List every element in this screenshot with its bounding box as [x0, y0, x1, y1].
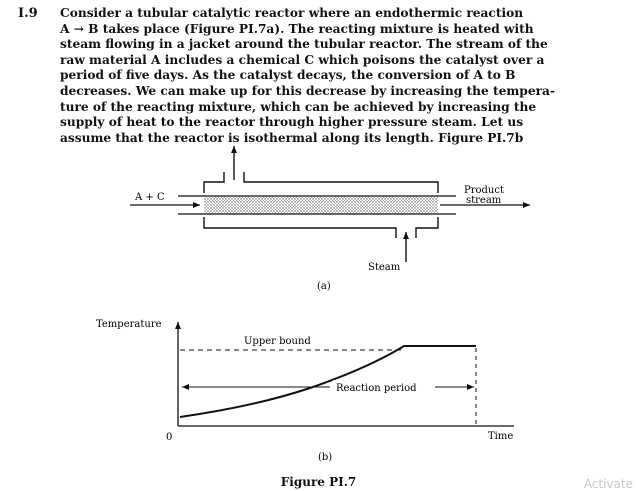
paragraph-line: period of five days. As the catalyst decays, the conversion of A to B [60, 68, 516, 83]
figure-title: Figure PI.7 [280, 475, 357, 489]
reactor-diagram [130, 146, 530, 292]
problem-number: I.9 [18, 6, 38, 21]
paragraph-line: supply of heat to the reactor through higher pressure steam. Let us [60, 115, 524, 130]
paragraph-line: assume that the reactor is isothermal along its length. Figure PI.7b [60, 130, 524, 145]
paragraph-line: steam flowing in a jacket around the tubular reactor. The stream of the [60, 37, 548, 52]
paragraph-line: raw material A includes a chemical C which poisons the catalyst over a [60, 52, 545, 67]
upper-bound-label: Upper bound [244, 336, 311, 347]
y-axis-label: Temperature [96, 319, 162, 330]
inlet-label: A + C [135, 192, 165, 203]
origin-label: 0 [166, 432, 173, 443]
caption-a: (a) [317, 281, 331, 292]
outlet-label-line2: stream [466, 195, 502, 206]
temperature-plot [96, 319, 514, 463]
activation-watermark: Activate [583, 477, 633, 491]
paragraph-line: A → B takes place (Figure PI.7a). The reacting mixture is heated with [60, 21, 534, 36]
caption-b: (b) [318, 452, 333, 463]
reaction-period-label: Reaction period [336, 383, 417, 394]
paragraph-line: decreases. We can make up for this decrease by increasing the tempera- [60, 83, 555, 98]
x-axis-label: Time [488, 431, 514, 442]
outlet-label-line1: Product [464, 185, 504, 196]
steam-label: Steam [368, 262, 401, 273]
paragraph-line: Consider a tubular catalytic reactor where an endothermic reaction [60, 6, 524, 20]
paragraph-line: ture of the reacting mixture, which can be achieved by increasing the [60, 99, 537, 114]
catalyst-bed [204, 196, 438, 214]
